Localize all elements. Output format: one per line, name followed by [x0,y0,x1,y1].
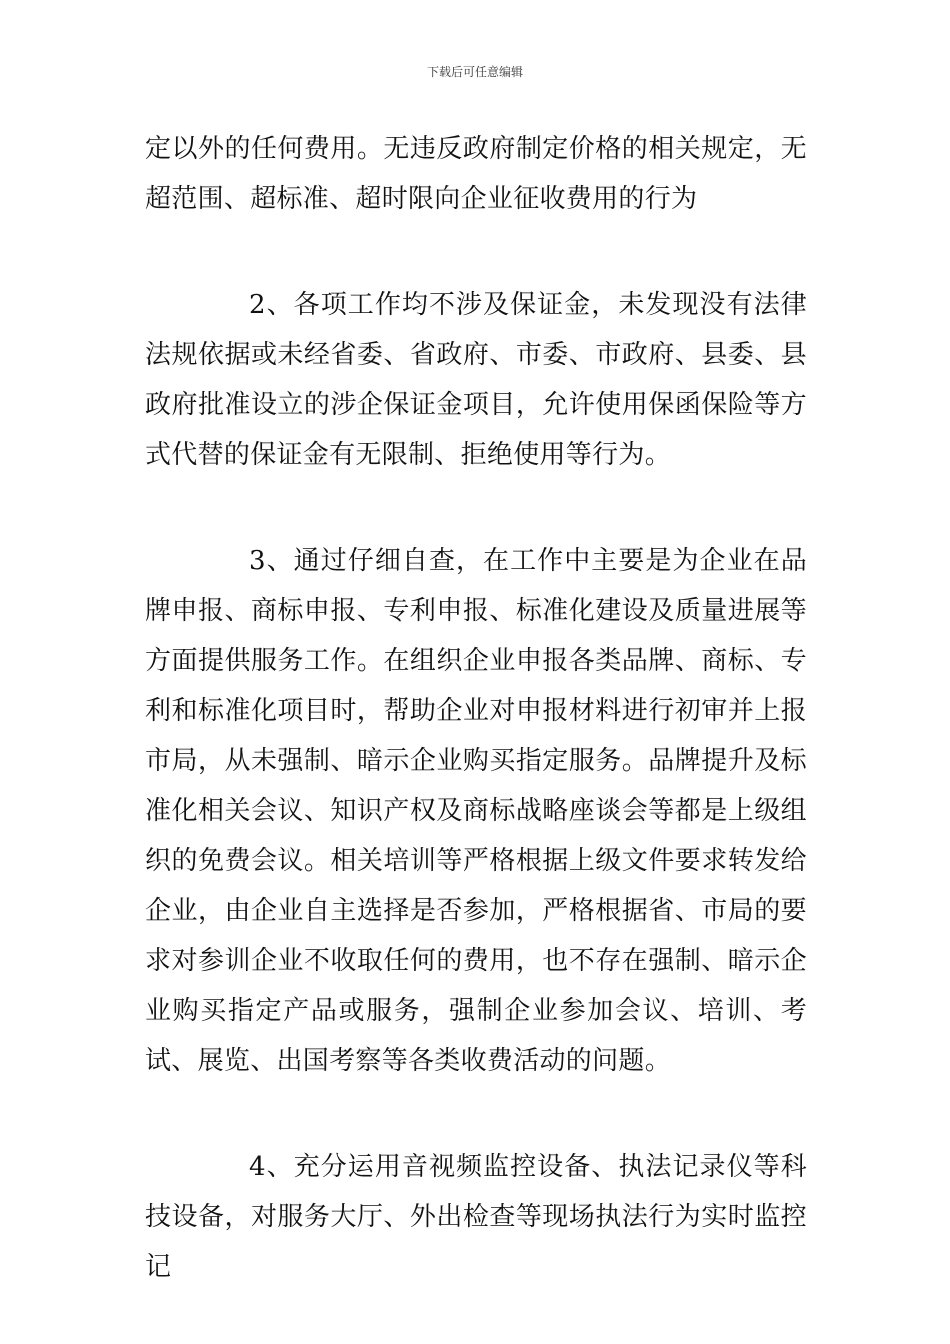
paragraph-item-2: 2、各项工作均不涉及保证金，未发现没有法律法规依据或未经省委、省政府、市委、市政府、县委、县政府批准设立的涉企保证金项目，允许使用保函保险等方式代替的保证金有无限制、拒绝使用等行为。 [145,290,807,470]
paragraph-continuation: 定以外的任何费用。无违反政府制定价格的相关规定，无超范围、超标准、超时限向企业征收费用的行为 [145,134,807,214]
document-body [145,124,807,1292]
page-header-note: 下载后可任意编辑 [426,65,523,79]
paragraph-item-3: 3、通过仔细自查，在工作中主要是为企业在品牌申报、商标申报、专利申报、标准化建设及质量进展等方面提供服务工作。在组织企业申报各类品牌、商标、专利和标准化项目时，帮助企业对申报材料进行初审并上报市局，从未强制、暗示企业购买指定服务。品牌提升及标准化相关会议、知识产权及商标战略座谈会等都是上级组织的免费会议。相关培训等严格根据上级文件要求转发给企业，由企业自主选择是否参加，严格根据省、市局的要求对参训企业不收取任何的费用，也不存在强制、暗示企业购买指定产品或服务，强制企业参加会议、培训、考试、展览、出国考察等各类收费活动的问题。 [145,546,807,1076]
paragraph-item-4: 4、充分运用音视频监控设备、执法记录仪等科技设备，对服务大厅、外出检查等现场执法行为实时监控记 [145,1152,807,1282]
